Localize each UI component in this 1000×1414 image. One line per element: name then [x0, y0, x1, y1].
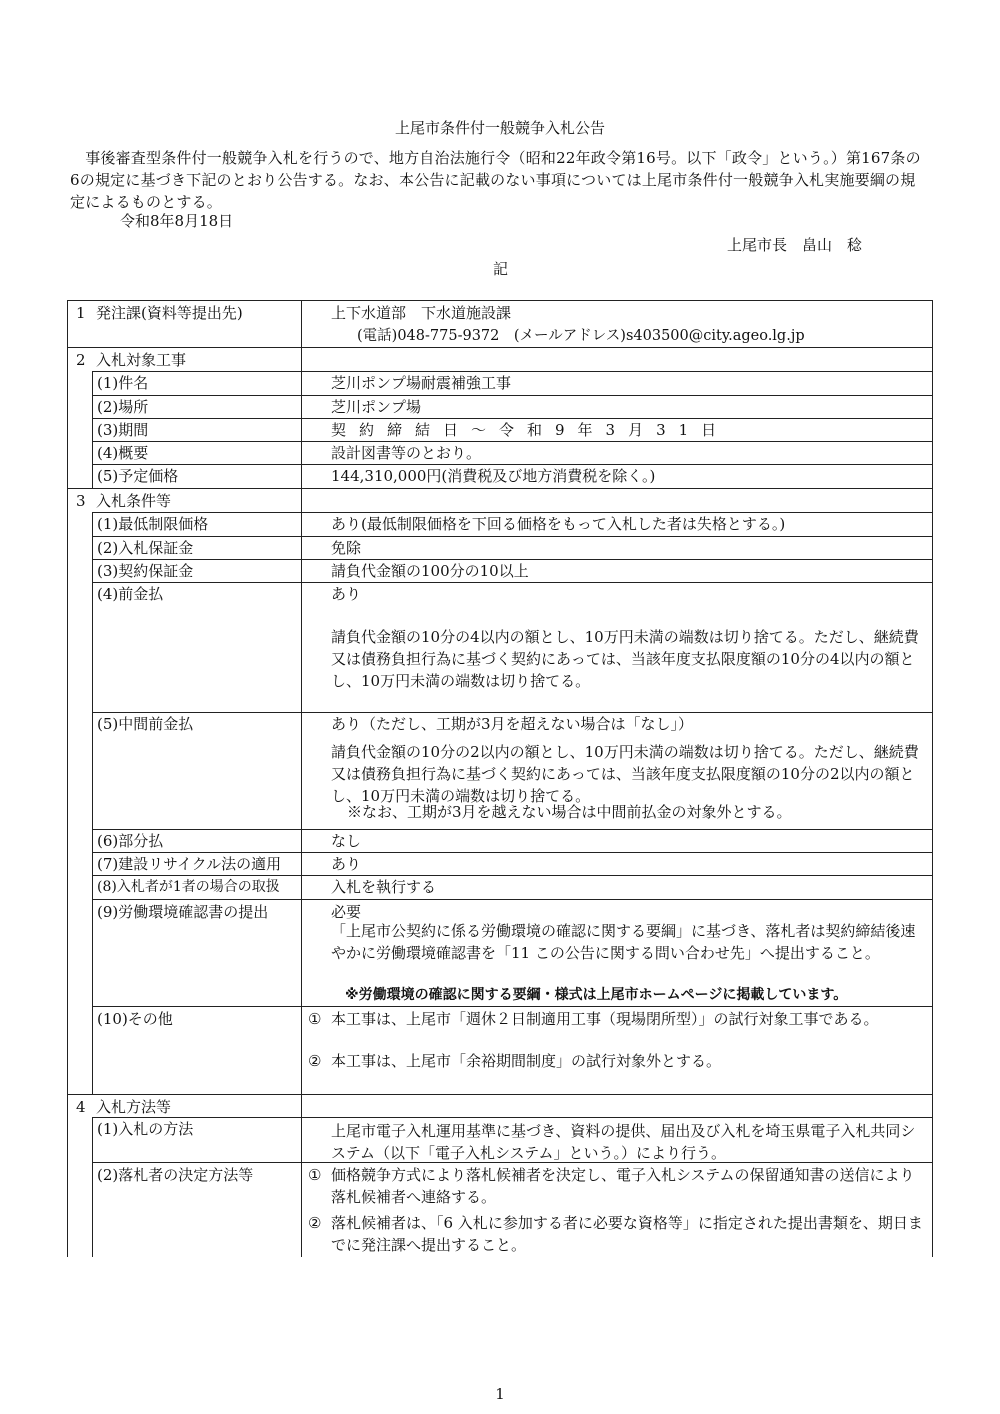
mayor-name: 上尾市長 畠山 稔: [727, 236, 863, 254]
row-value: 芝川ポンプ場耐震補強工事: [331, 374, 512, 392]
row-label: (1)件名: [97, 374, 149, 392]
row-label: (2)入札保証金: [97, 539, 194, 557]
row-label: (5)予定価格: [97, 467, 179, 485]
section-number: 1: [76, 304, 86, 322]
row-value: あり(最低制限価格を下回る価格をもって入札した者は失格とする。): [331, 515, 786, 533]
section-number: 3: [76, 492, 86, 510]
row-label: (4)概要: [97, 444, 149, 462]
row-note: ※なお、工期が3月を越えない場合は中間前払金の対象外とする。: [347, 803, 792, 821]
row-value: 契約締結日～令和9年3月31日: [331, 421, 730, 439]
list-item: 本工事は、上尾市「余裕期間制度」の試行対象外とする。: [331, 1052, 722, 1070]
page-number: 1: [495, 1385, 505, 1403]
page-title: 上尾市条件付一般競争入札公告: [394, 119, 605, 137]
row-note: ※労働環境の確認に関する要綱・様式は上尾市ホームページに掲載しています。: [345, 987, 848, 1003]
section-label: 入札対象工事: [96, 351, 187, 369]
row-label: (4)前金払: [97, 585, 164, 603]
row-label: (2)落札者の決定方法等: [97, 1166, 254, 1184]
row-detail: 請負代金額の10分の4以内の額とし、10万円未満の端数は切り捨てる。ただし、継続費又は債務負担行為に基づく契約にあっては、当該年度支払限度額の10分の4以内の額とし、10万円未満の端数は切り捨てる。: [331, 628, 919, 690]
department-name: 上下水道部 下水道施設課: [331, 304, 512, 322]
table-line: [67, 300, 933, 301]
row-label: (10)その他: [97, 1010, 173, 1028]
table-line: [92, 829, 933, 830]
row-value: なし: [331, 832, 362, 850]
ki-heading: 記: [493, 260, 509, 278]
row-label: (3)契約保証金: [97, 562, 194, 580]
row-label: (9)労働環境確認書の提出: [97, 903, 269, 921]
row-value: あり（ただし、工期が3月を超えない場合は「なし」）: [331, 715, 694, 733]
table-line: [92, 395, 933, 396]
section-label: 入札条件等: [96, 492, 172, 510]
table-line: [92, 1117, 933, 1118]
row-value: 上尾市電子入札運用基準に基づき、資料の提供、届出及び入札を埼玉県電子入札共同システム（以下「電子入札システム」という。）により行う。: [331, 1122, 916, 1162]
row-value: あり: [331, 585, 362, 603]
list-item: 本工事は、上尾市「週休２日制適用工事（現場閉所型）」の試行対象工事である。: [331, 1010, 879, 1028]
section-label: 発注課(資料等提出先): [96, 304, 243, 322]
table-line: [92, 371, 93, 488]
table-line: [67, 488, 933, 489]
list-marker: ①: [308, 1010, 322, 1028]
contact-info: (電話)048-775-9372 (メールアドレス)s403500@city.ageo.lg.jp: [357, 328, 805, 344]
table-line: [92, 512, 93, 1094]
table-line: [301, 300, 302, 1257]
table-line: [92, 536, 933, 537]
table-line: [67, 1094, 933, 1095]
section-label: 入札方法等: [96, 1098, 172, 1116]
row-label: (8)入札者が1者の場合の取扱: [97, 879, 280, 895]
row-label: (5)中間前金払: [97, 715, 194, 733]
list-item: 価格競争方式により落札候補者を決定し、電子入札システムの保留通知書の送信により落札候補者へ連絡する。: [331, 1166, 915, 1206]
table-line: [92, 441, 933, 442]
table-line: [92, 1117, 93, 1257]
list-marker: ①: [308, 1166, 322, 1184]
section-number: 2: [76, 351, 86, 369]
row-label: (1)入札の方法: [97, 1120, 194, 1138]
table-line: [67, 300, 68, 1257]
table-line: [92, 899, 933, 900]
list-marker: ②: [308, 1214, 322, 1232]
row-value: 免除: [331, 539, 362, 557]
row-label: (6)部分払: [97, 832, 164, 850]
row-label: (1)最低制限価格: [97, 515, 209, 533]
list-item: 落札候補者は、「6 入札に参加する者に必要な資格等」に指定された提出書類を、期日までに発注課へ提出すること。: [331, 1214, 923, 1254]
announcement-date: 令和8年8月18日: [120, 212, 234, 230]
row-value: 必要: [331, 903, 362, 921]
row-label: (2)場所: [97, 398, 149, 416]
table-line: [92, 371, 933, 372]
row-value: 芝川ポンプ場: [331, 398, 422, 416]
list-marker: ②: [308, 1052, 322, 1070]
row-value: 入札を執行する: [331, 878, 437, 896]
row-label: (7)建設リサイクル法の適用: [97, 855, 282, 873]
row-label: (3)期間: [97, 421, 149, 439]
row-value: あり: [331, 855, 362, 873]
row-detail: 請負代金額の10分の2以内の額とし、10万円未満の端数は切り捨てる。ただし、継続費又は債務負担行為に基づく契約にあっては、当該年度支払限度額の10分の2以内の額とし、10万円未満の端数は切り捨てる。: [331, 743, 919, 805]
table-line: [92, 582, 933, 583]
intro-paragraph: 事後審査型条件付一般競争入札を行うので、地方自治法施行令（昭和22年政令第16号。以下「政令」という。）第167条の6の規定に基づき下記のとおり公告する。なお、本公告に記載のない事項については上尾市条件付一般競争入札実施要綱の規定によるものとする。: [70, 149, 921, 211]
section-number: 4: [76, 1098, 86, 1116]
row-value: 144,310,000円(消費税及び地方消費税を除く。): [331, 467, 656, 485]
row-detail: 「上尾市公契約に係る労働環境の確認に関する要綱」に基づき、落札者は契約締結後速やかに労働環境確認書を「11 この公告に関する問い合わせ先」へ提出すること。: [331, 922, 916, 962]
row-value: 設計図書等のとおり。: [331, 444, 482, 462]
table-line: [67, 347, 933, 348]
table-line: [92, 1006, 933, 1007]
row-value: 請負代金額の100分の10以上: [331, 562, 529, 580]
table-line: [932, 300, 933, 1257]
